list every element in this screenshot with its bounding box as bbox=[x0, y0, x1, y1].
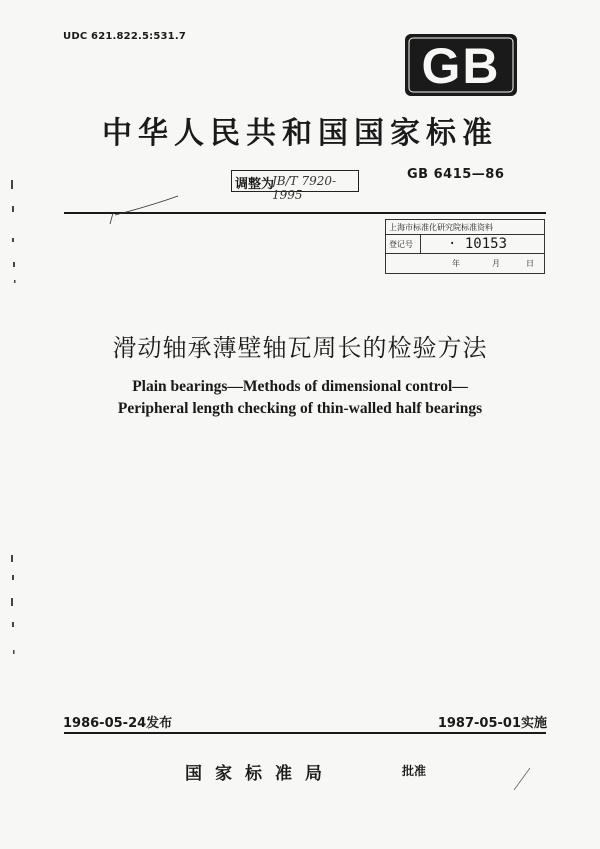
revision-stamp bbox=[231, 170, 359, 202]
footer-rule bbox=[64, 732, 546, 734]
title-chinese: 滑动轴承薄壁轴瓦周长的检验方法 bbox=[112, 334, 488, 362]
registration-year-label: 年 bbox=[452, 259, 460, 268]
approval-label: 批准 bbox=[402, 764, 427, 778]
udc-code: UDC 621.822.5:531.7 bbox=[63, 31, 186, 42]
registration-institute: 上海市标准化研究院标准资料 bbox=[386, 220, 544, 235]
registration-stamp bbox=[385, 219, 545, 274]
effective-date: 1987-05-01实施 bbox=[437, 716, 547, 731]
issuer: 国家标准局 bbox=[185, 764, 335, 784]
standard-title: 中华人民共和国国家标准 bbox=[102, 116, 498, 151]
registration-number: · 10153 bbox=[448, 236, 508, 252]
registration-number-row bbox=[386, 235, 544, 254]
registration-label: 登记号 bbox=[389, 240, 413, 249]
stamp-label: 调整为 bbox=[235, 177, 275, 192]
title-english bbox=[0, 376, 600, 420]
stamp-handwritten-code: JB/T 7920-1995 bbox=[272, 174, 337, 202]
title-english-line1: Plain bearings—Methods of dimensional control— bbox=[132, 378, 468, 395]
registration-month-label: 月 bbox=[492, 259, 500, 268]
gb-logo bbox=[405, 34, 517, 96]
publish-date: 1986-05-24发布 bbox=[63, 716, 173, 731]
svg-text:GB: GB bbox=[421, 38, 501, 94]
title-english-line2: Peripheral length checking of thin-walled half bearings bbox=[117, 400, 483, 417]
header-rule bbox=[64, 212, 546, 214]
registration-day-label: 日 bbox=[526, 259, 534, 268]
standard-code: GB 6415—86 bbox=[407, 167, 505, 182]
registration-divider bbox=[420, 235, 421, 254]
registration-date-row bbox=[386, 254, 544, 273]
